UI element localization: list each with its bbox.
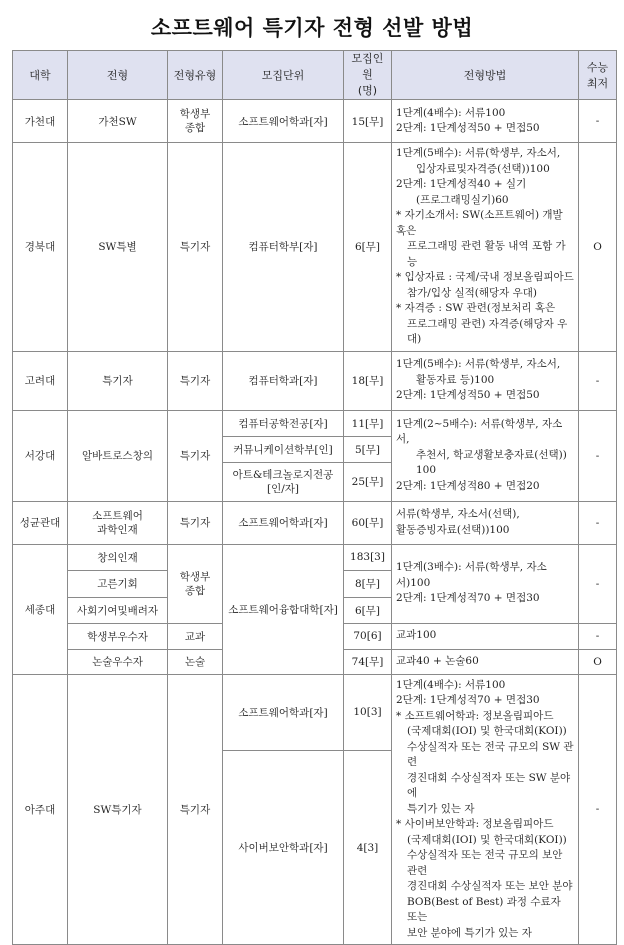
min-cell: - <box>579 501 617 544</box>
method-line: * 소프트웨어학과: 정보올림피아드 <box>396 709 554 722</box>
method-cell: 교과40 + 논술60 <box>392 649 579 674</box>
method-line: 1단계(3배수): 서류(학생부, 자소서)100 <box>396 561 547 589</box>
quota-cell: 5[무] <box>344 436 392 462</box>
category-line: 학생부 <box>179 570 211 583</box>
unit-cell: 소프트웨어학과[자] <box>223 501 344 544</box>
table-row <box>13 544 617 570</box>
table-row <box>13 351 617 410</box>
header-min: 수능최저 <box>579 51 617 100</box>
category-cell: 특기자 <box>168 674 223 945</box>
method-line: 추천서, 학교생활보충자료(선택)) <box>416 448 567 461</box>
method-cell <box>392 544 579 623</box>
univ-cell: 성균관대 <box>13 501 68 544</box>
quota-cell: 25[무] <box>344 462 392 501</box>
unit-line: 아트&테크놀로지전공 <box>232 468 334 481</box>
unit-cell: 사이버보안학과[자] <box>223 751 344 945</box>
table-row <box>13 501 617 544</box>
method-line: 2단계: 1단계성적80 + 면접20 <box>396 479 540 492</box>
table-row <box>13 143 617 352</box>
method-line: * 입상자료 : 국제/국내 정보올림피아드 <box>396 271 574 283</box>
header-quota-line1: 모집인원 <box>351 52 384 81</box>
method-line: 입상자료및자격증(선택))100 <box>416 162 550 175</box>
method-cell <box>392 351 579 410</box>
min-cell: - <box>579 100 617 143</box>
method-line: 1단계(5배수): 서류(학생부, 자소서, <box>396 147 561 159</box>
category-line: 학생부 <box>179 108 211 120</box>
univ-cell: 아주대 <box>13 674 68 945</box>
quota-cell: 183[3] <box>344 544 392 570</box>
category-cell <box>168 544 223 623</box>
category-cell: 논술 <box>168 649 223 674</box>
category-line: 종합 <box>184 584 206 597</box>
univ-cell: 가천대 <box>13 100 68 143</box>
method-line: 1단계(5배수): 서류(학생부, 자소서, <box>396 358 561 371</box>
quota-cell: 60[무] <box>344 501 392 544</box>
quota-cell: 10[3] <box>344 674 392 751</box>
univ-cell: 세종대 <box>13 544 68 674</box>
type-line: 과학인재 <box>97 523 138 536</box>
type-cell <box>68 501 168 544</box>
unit-cell: 컴퓨터학부[자] <box>223 143 344 352</box>
type-cell: 고른기회 <box>68 570 168 597</box>
table-row <box>13 100 617 143</box>
type-cell: 가천SW <box>68 100 168 143</box>
min-cell: - <box>579 351 617 410</box>
method-line: 보안 분야에 특기가 있는 자 <box>407 926 532 939</box>
method-cell <box>392 501 579 544</box>
method-line: 2단계: 1단계성적50 + 면접50 <box>396 389 540 402</box>
method-line: 경진대회 수상실적자 또는 SW 분야에 <box>407 771 571 799</box>
category-cell: 특기자 <box>168 410 223 501</box>
univ-cell: 서강대 <box>13 410 68 501</box>
category-cell: 특기자 <box>168 501 223 544</box>
method-cell <box>392 410 579 501</box>
page-title: 소프트웨어 특기자 전형 선발 방법 <box>150 16 474 40</box>
method-line: 2단계: 1단계성적70 + 면접30 <box>396 694 540 706</box>
method-line: 활동증빙자료(선택))100 <box>396 523 510 536</box>
category-cell <box>168 100 223 143</box>
quota-cell: 11[무] <box>344 410 392 436</box>
header-unit: 모집단위 <box>223 51 344 100</box>
header-row <box>13 51 617 100</box>
header-type: 전형 <box>68 51 168 100</box>
unit-cell: 소프트웨어학과[자] <box>223 100 344 143</box>
category-cell: 교과 <box>168 623 223 649</box>
method-line: BOB(Best of Best) 과정 수료자 또는 <box>407 895 561 923</box>
method-line: 100 <box>416 464 437 477</box>
method-line: 특기가 있는 자 <box>407 802 475 815</box>
min-cell: - <box>579 623 617 649</box>
method-cell <box>392 674 579 945</box>
min-cell: - <box>579 674 617 945</box>
method-line: 경진대회 수상실적자 또는 보안 분야 <box>407 880 573 892</box>
type-cell: 사회기여및배려자 <box>68 597 168 623</box>
method-line: 1단계(2~5배수): 서류(학생부, 자소서, <box>396 417 563 446</box>
type-cell: 알바트로스창의 <box>68 410 168 501</box>
quota-cell: 74[무] <box>344 649 392 674</box>
type-line: 소프트웨어 <box>92 509 143 522</box>
quota-cell: 15[무] <box>344 100 392 143</box>
unit-cell <box>223 462 344 501</box>
method-line: 2단계: 1단계성적40 + 실기 <box>396 178 527 190</box>
method-cell <box>392 143 579 352</box>
type-cell: 학생부우수자 <box>68 623 168 649</box>
method-line: 참가/입상 실적(해당자 우대) <box>407 286 537 299</box>
method-line: * 자기소개서: SW(소프트웨어) 개발 혹은 <box>396 209 563 237</box>
category-line: 종합 <box>184 122 206 134</box>
min-cell: O <box>579 649 617 674</box>
univ-cell: 경북대 <box>13 143 68 352</box>
quota-cell: 4[3] <box>344 751 392 945</box>
method-cell <box>392 100 579 143</box>
header-method: 전형방법 <box>392 51 579 100</box>
min-cell: - <box>579 544 617 623</box>
method-line: 1단계(4배수): 서류100 <box>396 678 506 691</box>
type-cell: SW특기자 <box>68 674 168 945</box>
header-category: 전형유형 <box>168 51 223 100</box>
table-row <box>13 674 617 751</box>
method-line: 1단계(4배수): 서류100 <box>396 106 506 119</box>
quota-cell: 70[6] <box>344 623 392 649</box>
header-quota <box>344 51 392 100</box>
unit-cell: 컴퓨터학과[자] <box>223 351 344 410</box>
category-cell: 특기자 <box>168 143 223 352</box>
header-quota-line2: (명) <box>357 84 378 97</box>
univ-cell: 고려대 <box>13 351 68 410</box>
unit-cell: 소프트웨어융합대학[자] <box>223 544 344 674</box>
method-line: (프로그래밍실기)60 <box>416 193 509 206</box>
min-cell: O <box>579 143 617 352</box>
method-line: 프로그래밍 관련) 자격증(해당자 우대) <box>407 317 568 345</box>
type-cell: 특기자 <box>68 351 168 410</box>
unit-line: [인/자] <box>266 482 300 495</box>
method-line: 활동자료 등)100 <box>416 373 495 386</box>
table-row <box>13 410 617 436</box>
unit-cell: 소프트웨어학과[자] <box>223 674 344 751</box>
method-line: * 자격증 : SW 관련(정보처리 혹은 <box>396 302 556 314</box>
method-line: * 사이버보안학과: 정보올림피아드 <box>396 818 554 830</box>
quota-cell: 6[무] <box>344 597 392 623</box>
method-line: 수상실적자 또는 전국 규모의 SW 관련 <box>407 740 574 768</box>
quota-cell: 8[무] <box>344 570 392 597</box>
quota-cell: 6[무] <box>344 143 392 352</box>
method-line: 프로그래밍 관련 활동 내역 포함 가능 <box>407 240 566 268</box>
type-cell: 창의인재 <box>68 544 168 570</box>
category-cell: 특기자 <box>168 351 223 410</box>
method-line: (국제대회(IOI) 및 한국대회(KOI)) <box>407 725 567 737</box>
type-cell: SW특별 <box>68 143 168 352</box>
unit-cell: 컴퓨터공학전공[자] <box>223 410 344 436</box>
type-cell: 논술우수자 <box>68 649 168 674</box>
header-univ: 대학 <box>13 51 68 100</box>
method-line: 2단계: 1단계성적70 + 면접30 <box>396 592 540 605</box>
method-line: 서류(학생부, 자소서(선택), <box>396 508 520 520</box>
admission-table <box>12 50 617 945</box>
method-line: 수상실적자 또는 전국 규모의 보안 관련 <box>407 849 563 877</box>
method-line: 2단계: 1단계성적50 + 면접50 <box>396 122 540 134</box>
method-line: (국제대회(IOI) 및 한국대회(KOI)) <box>407 833 567 846</box>
method-cell: 교과100 <box>392 623 579 649</box>
quota-cell: 18[무] <box>344 351 392 410</box>
min-cell: - <box>579 410 617 501</box>
unit-cell: 커뮤니케이션학부[인] <box>223 436 344 462</box>
